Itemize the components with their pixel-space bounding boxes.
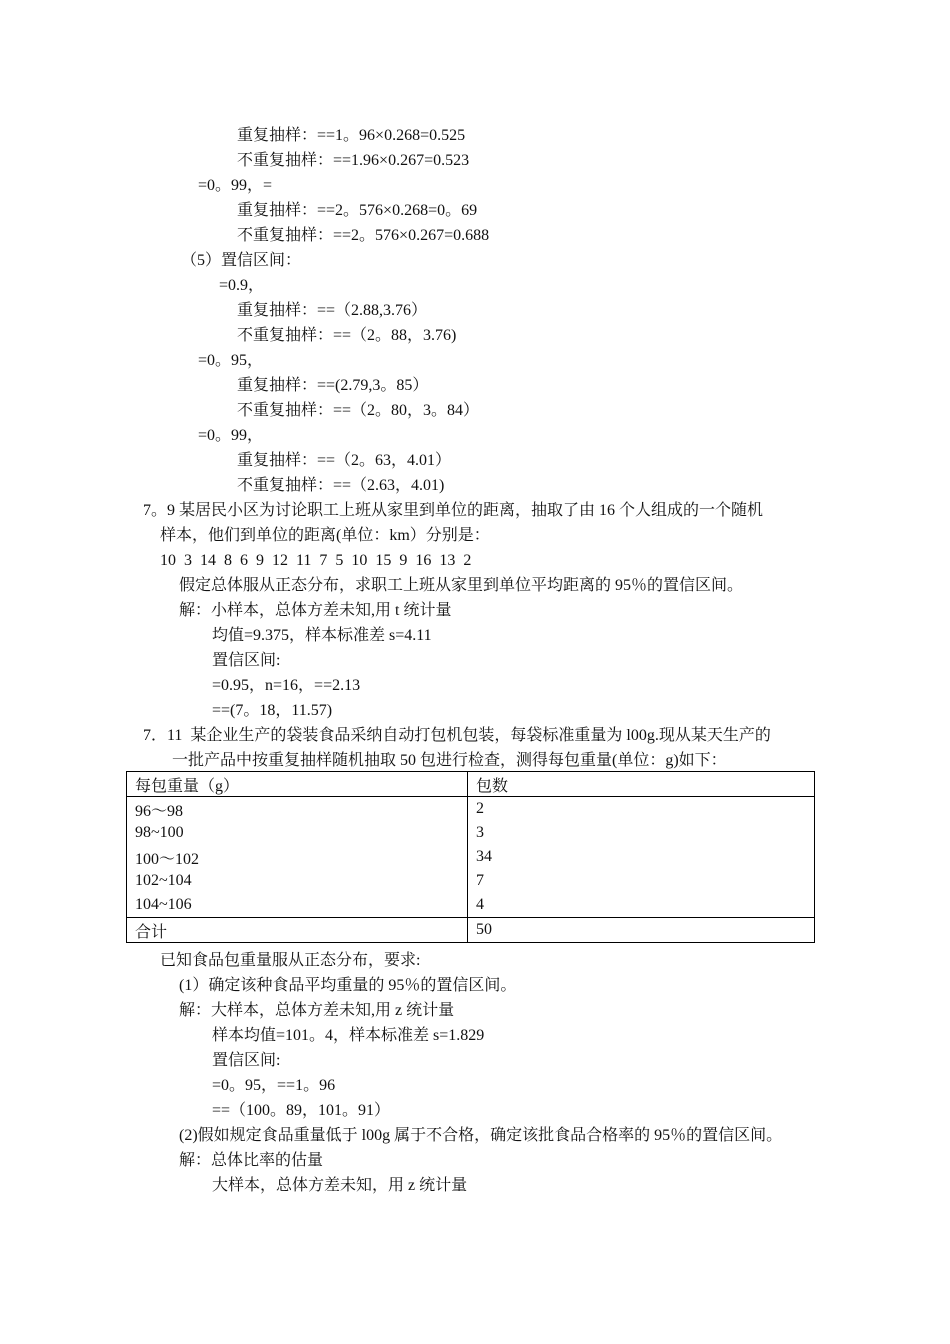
table-total-label: 合计	[127, 918, 468, 943]
text-line: 重复抽样：==2。576×0.268=0。69	[237, 202, 478, 219]
text-line: ==(7。18，11.57)	[212, 702, 333, 719]
text-line: =0.9，	[219, 277, 265, 294]
text-line: =0。99，	[198, 427, 264, 444]
table-cell: 34	[468, 845, 815, 869]
table-row	[127, 797, 815, 822]
text-line: 大样本，总体方差未知，用 z 统计量	[212, 1177, 468, 1194]
text-line: 重复抽样：==（2。63，4.01）	[237, 452, 452, 469]
section-heading: （5）置信区间：	[181, 252, 302, 269]
problem-statement: 7．11 某企业生产的袋装食品采纳自动打包机包装，每袋标准重量为 l00g.现从某天生产的	[143, 727, 771, 744]
table-header-cell: 每包重量（g）	[127, 772, 468, 797]
solution-line: 解：总体比率的估量	[179, 1152, 324, 1169]
table-cell: 7	[468, 869, 815, 893]
text-line: 不重复抽样：==（2。80，3。84）	[237, 402, 480, 419]
text-line: 重复抽样：==(2.79,3。85）	[237, 377, 429, 394]
table-header-cell: 包数	[468, 772, 815, 797]
problem-statement: 7。9 某居民小区为讨论职工上班从家里到单位的距离，抽取了由 16 个人组成的一个随机	[143, 502, 764, 519]
table-cell: 104~106	[127, 893, 468, 918]
table-row	[127, 893, 815, 918]
table-row	[127, 869, 815, 893]
solution-line: 解：大样本，总体方差未知,用 z 统计量	[179, 1002, 455, 1019]
table-cell: 2	[468, 797, 815, 822]
text-line: 均值=9.375，样本标准差 s=4.11	[212, 627, 432, 644]
table-row	[127, 821, 815, 845]
text-line: 重复抽样：==（2.88,3.76）	[237, 302, 428, 319]
problem-statement: 样本，他们到单位的距离(单位：km）分别是：	[160, 527, 490, 544]
question-line: (1）确定该种食品平均重量的 95％的置信区间。	[179, 977, 517, 994]
table-cell: 96～98	[127, 797, 468, 822]
problem-statement: 一批产品中按重复抽样随机抽取 50 包进行检查，测得每包重量(单位：g)如下：	[172, 752, 727, 769]
text-line: 假定总体服从正态分布，求职工上班从家里到单位平均距离的 95％的置信区间。	[179, 577, 744, 594]
text-line: 不重复抽样：==2。576×0.267=0.688	[237, 227, 490, 244]
text-line: 已知食品包重量服从正态分布，要求:	[160, 952, 421, 969]
solution-line: 解：小样本，总体方差未知,用 t 统计量	[179, 602, 452, 619]
question-line: (2)假如规定食品重量低于 l00g 属于不合格，确定该批食品合格率的 95％的置信区间。	[179, 1127, 783, 1144]
table-cell: 100～102	[127, 845, 468, 869]
text-line: 置信区间:	[212, 652, 281, 669]
table-total-value: 50	[468, 918, 815, 943]
text-line: 样本均值=101。4，样本标准差 s=1.829	[212, 1027, 485, 1044]
table-cell: 4	[468, 893, 815, 918]
text-line: =0.95，n=16，==2.13	[212, 677, 361, 694]
weight-table	[126, 771, 815, 943]
table-row	[127, 845, 815, 869]
table-cell: 98~100	[127, 821, 468, 845]
text-line: =0。99，=	[198, 177, 273, 194]
table-cell: 102~104	[127, 869, 468, 893]
text-line: ==（100。89，101。91）	[212, 1102, 391, 1119]
text-line: 不重复抽样：==（2。88，3.76)	[237, 327, 457, 344]
text-line: 置信区间:	[212, 1052, 281, 1069]
text-line: =0。95，==1。96	[212, 1077, 336, 1094]
table-total-row	[127, 918, 815, 943]
table-header-row	[127, 772, 815, 797]
text-line: 重复抽样：==1。96×0.268=0.525	[237, 127, 466, 144]
sample-data: 10 3 14 8 6 9 12 11 7 5 10 15 9 16 13 2	[160, 552, 472, 569]
table-cell: 3	[468, 821, 815, 845]
text-line: 不重复抽样：==1.96×0.267=0.523	[237, 152, 470, 169]
text-line: =0。95，	[198, 352, 264, 369]
text-line: 不重复抽样：==（2.63，4.01)	[237, 477, 445, 494]
